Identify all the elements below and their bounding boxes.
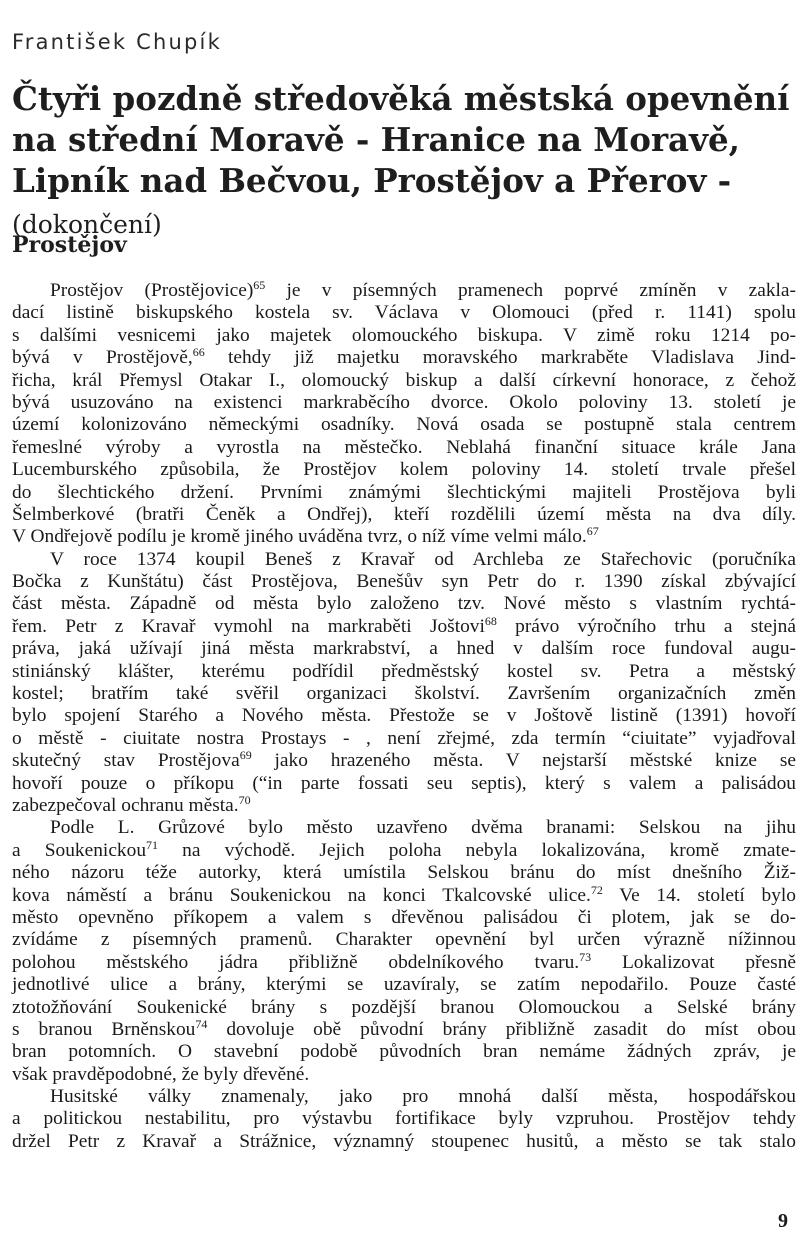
body-line: však pravděpodobné, že byly dřevěné. [12, 1063, 310, 1085]
body-line: a politickou nestabilitu, pro výstavbu fortifikace byly vzpruhou. Prostějov tehdy [12, 1108, 796, 1130]
body-line: zabezpečoval ochranu města.$^{70}$ [12, 792, 251, 816]
body-line: řem. Petr z Kravař vymohl na markraběti Joštovi$^{68}$ právo výročního trhu a stejná [12, 613, 796, 637]
body-line: město opevněno příkopem a valem s dřevěnou palisádou či plotem, jak se do- [12, 906, 796, 928]
body-line: bývá v Prostějově,$^{66}$ tehdy již majetku moravského markraběte Vladislava Jind- [12, 345, 796, 369]
body-line: ztotožňování Soukenické brány s pozdější branou Olomouckou a Selské brány [12, 996, 796, 1018]
body-line: hovoří pouze o příkopu (“in parte fossati seu septis), který s valem a palisádou [12, 772, 796, 794]
body-line: držel Petr z Kravař a Strážnice, významný stoupenec husitů, a město se tak stalo [12, 1130, 796, 1152]
body-line: V Ondřejově podílu je kromě jiného uváděna tvrz, o níž víme velmi málo.$^{67}$ [12, 524, 599, 548]
body-line: Prostějov (Prostějovice)$^{65}$ je v písemných pramenech poprvé zmíněn v zakla- [50, 278, 796, 301]
article-subtitle: (dokončení) [12, 210, 162, 239]
body-text [12, 280, 796, 1153]
body-line: Šelmberkové (bratři Čeněk a Ondřej), kteří rozdělili území města na dva díly. [12, 503, 796, 525]
body-line: část města. Západně od města bylo založeno tzv. Nové město s vlastním rychtá- [12, 593, 796, 615]
article-title-text: Čtyři pozdně středověká městská opevnění na střední Moravě - Hranice na Moravě, Lipník nad Bečvou, Prostějov a Přerov - [12, 79, 790, 200]
section-heading: Prostějov [12, 232, 127, 258]
body-line: kostel; bratřím také svěřil organizaci školství. Završením organizačních změn [12, 683, 796, 705]
body-line: polohou městského jádra přibližně obdelníkového tvaru.$^{73}$ Lokalizovat přesně [12, 949, 796, 973]
body-line: práva, jaká užívají jiná města markrabství, a hned v dalším roce fundoval augu- [12, 638, 796, 660]
body-line: Podle L. Grůzové bylo město uzavřeno dvěma branami: Selskou na jihu [50, 817, 796, 839]
body-line: do šlechtického držení. Prvními známými šlechtickými majiteli Prostějova byli [12, 481, 796, 503]
page-number: 9 [778, 1210, 788, 1232]
body-line: Lucemburského způsobila, že Prostějov kolem poloviny 14. století trvale přešel [12, 459, 796, 481]
body-line: jednotlivé ulice a brány, kterými se uzavíraly, se zatím nepodařilo. Pouze časté [12, 974, 796, 996]
article-title [12, 78, 792, 245]
body-line: řicha, král Přemysl Otakar I., olomoucký biskup a další církevní honorace, z čehož [12, 369, 796, 391]
body-line: bran potomních. O stavební podobě původních bran nemáme žádných zpráv, je [12, 1041, 796, 1063]
body-line: a Soukenickou$^{71}$ na východě. Jejich poloha nebyla lokalizována, kromě zmate- [12, 837, 796, 861]
body-line: bylo spojení Starého a Nového města. Přestože se v Joštově listině (1391) hovoří [12, 705, 796, 727]
body-line: kova náměstí a bránu Soukenickou na konci Tkalcovské ulice.$^{72}$ Ve 14. století bylo [12, 882, 797, 906]
author-name: František Chupík [12, 30, 222, 54]
body-line: Bočka z Kunštátu) část Prostějova, Benešův syn Petr do r. 1390 získal zbývající [12, 571, 796, 593]
body-line: stiniánský klášter, kterému podřídil předměstský kostel sv. Petra a městský [12, 660, 796, 682]
body-line: s dalšími vesnicemi jako majetek olomouckého biskupa. V zimě roku 1214 po- [12, 324, 796, 346]
body-line: ného názoru téže autorky, která umístila Selskou bránu do míst dnešního Žiž- [12, 862, 796, 884]
body-line: řemeslné výroby a vyrostla na městečko. Neblahá finanční situace krále Jana [12, 436, 796, 458]
body-line: skutečný stav Prostějova$^{69}$ jako hrazeného města. V nejstarší městské knize se [12, 748, 796, 772]
body-line: dací listině biskupského kostela sv. Václava v Olomouci (před r. 1141) spolu [12, 302, 796, 324]
body-line: s branou Brněnskou$^{74}$ dovoluje obě původní brány přibližně zasadit do míst obou [12, 1016, 796, 1040]
body-line: zvídáme z písemných pramenů. Charakter opevnění byl určen výrazně nížinnou [12, 929, 796, 951]
body-line: Husitské války znamenaly, jako pro mnohá další města, hospodářskou [50, 1086, 796, 1108]
body-line: o městě - ciuitate nostra Prostays - , není zřejmé, zda termín “ciuitate” vyjadřoval [12, 727, 796, 749]
body-line: území kolonizováno německými osadníky. Nová osada se postupně stala centrem [12, 414, 796, 436]
body-line: V roce 1374 koupil Beneš z Kravař od Archleba ze Stařechovic (poručníka [50, 548, 796, 570]
body-line: bývá usuzováno na existenci markraběcího dvorce. Okolo poloviny 13. století je [12, 391, 796, 413]
